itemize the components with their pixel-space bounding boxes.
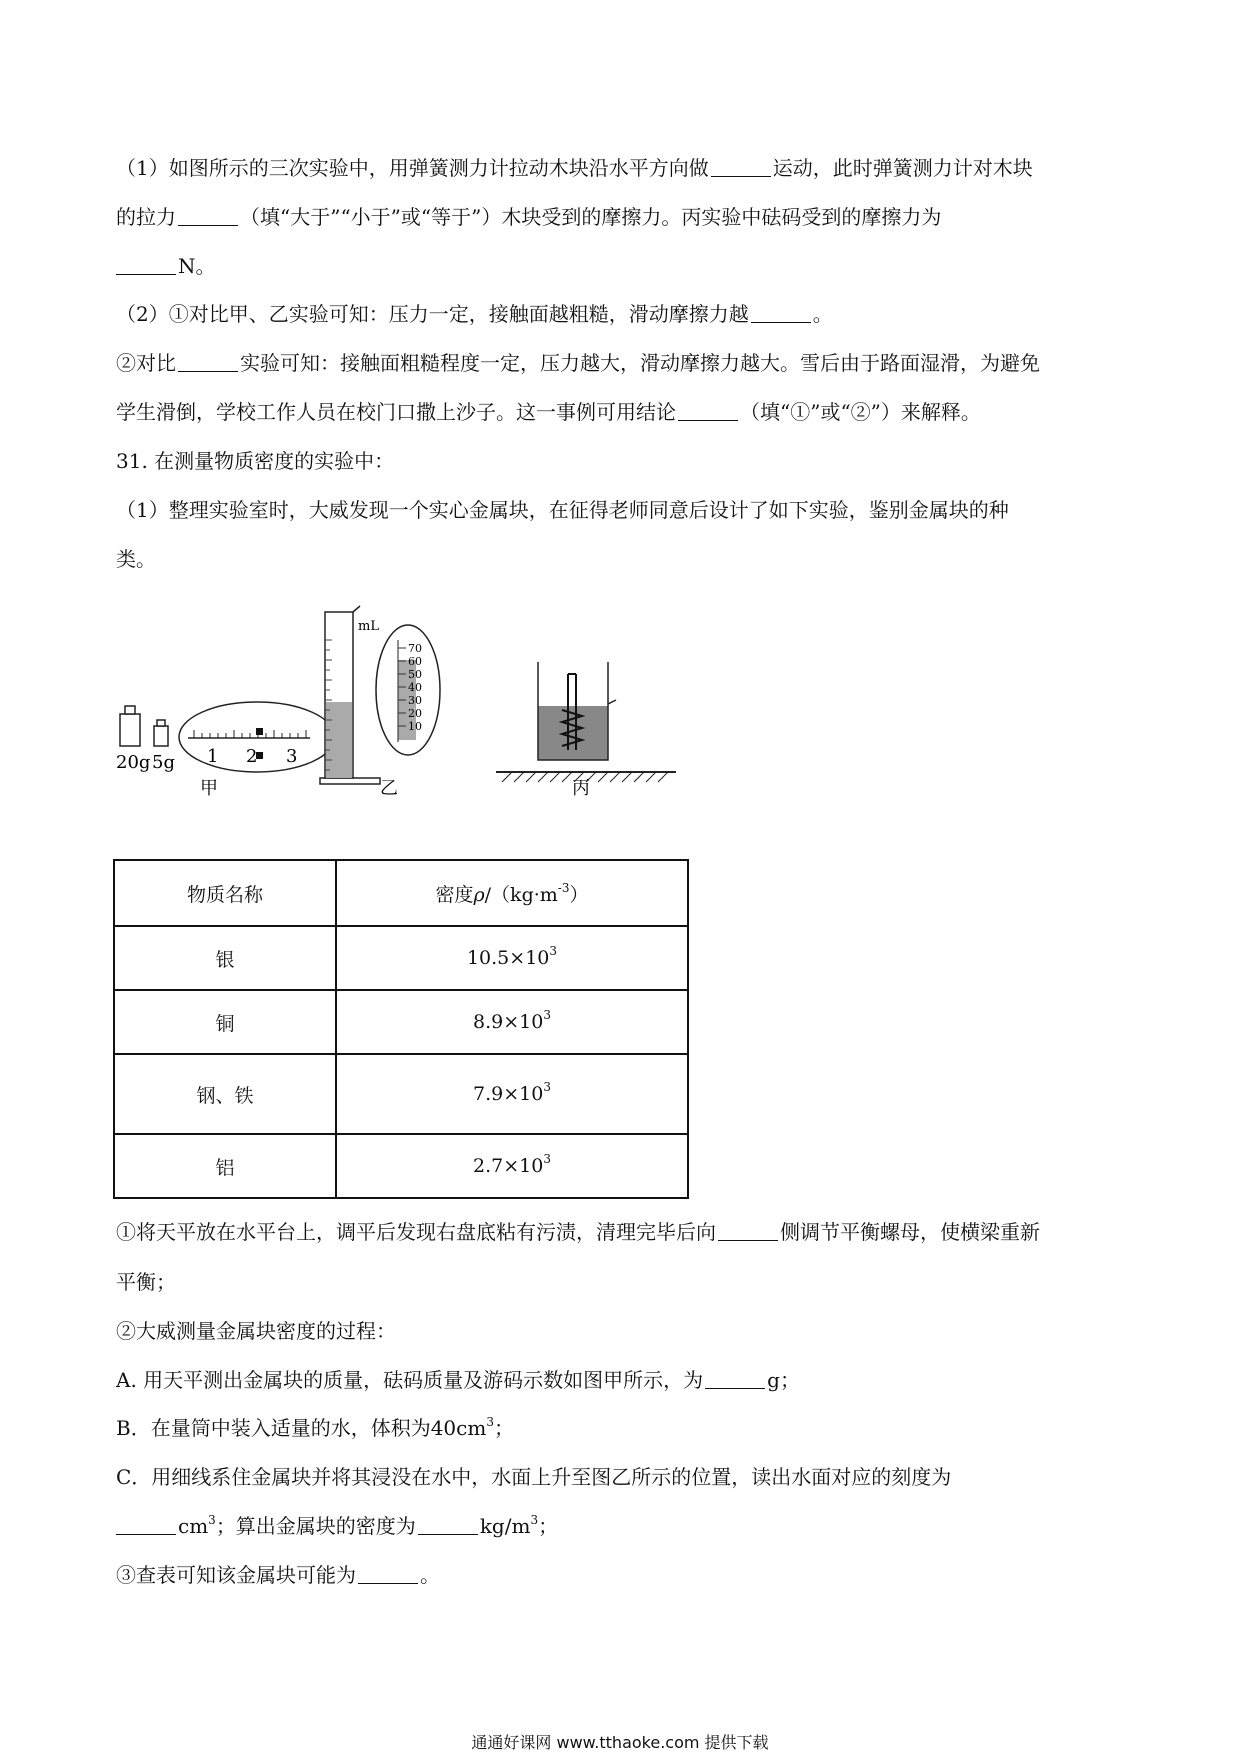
text: 。 bbox=[812, 302, 833, 326]
text: 实验可知：接触面粗糙程度一定，压力越大，滑动摩擦力越大。雪后由于路面湿滑，为避免 bbox=[240, 351, 1040, 375]
text: 的拉力 bbox=[116, 205, 176, 229]
q30-part2-line2 bbox=[116, 349, 1126, 377]
table-row bbox=[114, 1054, 688, 1134]
answer-blank[interactable] bbox=[705, 1366, 765, 1389]
zoom-tick-60: 60 bbox=[408, 655, 422, 668]
header-density bbox=[336, 860, 688, 926]
header-substance-name: 物质名称 bbox=[114, 860, 336, 926]
text: （2）①对比甲、乙实验可知：压力一定，接触面越粗糙，滑动摩擦力越 bbox=[116, 302, 749, 326]
zoom-tick-40: 40 bbox=[408, 681, 422, 694]
zoom-tick-10: 10 bbox=[408, 720, 422, 733]
figure-label-bing: 丙 bbox=[572, 778, 590, 799]
zoom-tick-70: 70 bbox=[408, 642, 422, 655]
text: 学生滑倒，学校工作人员在校门口撒上沙子。这一事例可用结论 bbox=[116, 400, 676, 424]
density-value bbox=[336, 1134, 688, 1198]
answer-blank[interactable] bbox=[178, 203, 238, 226]
q30-part1-line2 bbox=[116, 203, 1126, 231]
beaker-icon bbox=[538, 662, 616, 760]
q31-part1-line1: （1）整理实验室时，大威发现一个实心金属块，在征得老师同意后设计了如下实验，鉴别金属块的种 bbox=[116, 498, 1009, 522]
step-c-line2 bbox=[116, 1512, 1126, 1540]
text: B．在量筒中装入适量的水，体积为40cm bbox=[116, 1416, 487, 1440]
answer-blank[interactable] bbox=[116, 1512, 176, 1535]
text: kg/m bbox=[479, 1514, 531, 1538]
table-row bbox=[114, 926, 688, 990]
text: ①将天平放在水平台上，调平后发现右盘底粘有污渍，清理完毕后向 bbox=[116, 1220, 716, 1244]
substance-name: 钢、铁 bbox=[114, 1054, 336, 1134]
zoom-tick-30: 30 bbox=[408, 694, 422, 707]
experiment-figure bbox=[110, 600, 700, 820]
substance-name: 铝 bbox=[114, 1134, 336, 1198]
q30-part2-line1 bbox=[116, 300, 1126, 328]
substance-name: 铜 bbox=[114, 990, 336, 1054]
weight-20g-label: 20g bbox=[116, 752, 151, 773]
substance-name: 银 bbox=[114, 926, 336, 990]
rho-symbol: ρ bbox=[473, 883, 485, 906]
exponent: 3 bbox=[486, 1415, 494, 1429]
scale-tick-3: 3 bbox=[286, 746, 298, 767]
header-density-text: 密度 bbox=[435, 883, 474, 906]
zoom-tick-20: 20 bbox=[408, 707, 422, 720]
density-exponent: 3 bbox=[543, 1080, 551, 1094]
exponent: 3 bbox=[530, 1513, 539, 1527]
figure-label-jia: 甲 bbox=[200, 778, 218, 799]
zoom-tick-50: 50 bbox=[408, 668, 422, 681]
q31-part1-line2: 类。 bbox=[116, 547, 156, 571]
density-exponent: 3 bbox=[543, 1152, 551, 1166]
answer-blank[interactable] bbox=[116, 252, 176, 275]
answer-blank[interactable] bbox=[358, 1561, 418, 1584]
density-value bbox=[336, 926, 688, 990]
exponent: 3 bbox=[208, 1513, 216, 1527]
step2-title: ②大威测量金属块密度的过程： bbox=[116, 1319, 396, 1343]
step-c-line1: C．用细线系住金属块并将其浸没在水中，水面上升至图乙所示的位置，读出水面对应的刻度为 bbox=[116, 1465, 952, 1489]
header-density-unit: /（kg·m bbox=[484, 883, 558, 906]
header-density-close: ） bbox=[569, 883, 589, 906]
density-mantissa: 8.9×10 bbox=[473, 1011, 544, 1033]
answer-blank[interactable] bbox=[718, 1218, 778, 1241]
text: N。 bbox=[178, 254, 216, 278]
q30-part1-line1 bbox=[116, 154, 1126, 182]
table-row bbox=[114, 1134, 688, 1198]
q31-title: 31. 在测量物质密度的实验中： bbox=[116, 449, 395, 473]
figure-label-yi: 乙 bbox=[380, 778, 398, 799]
q30-part2-line3 bbox=[116, 398, 1126, 426]
text: ③查表可知该金属块可能为 bbox=[116, 1563, 356, 1587]
answer-blank[interactable] bbox=[418, 1512, 478, 1535]
density-mantissa: 10.5×10 bbox=[466, 947, 550, 969]
step1-line1 bbox=[116, 1218, 1126, 1246]
table-row bbox=[114, 990, 688, 1054]
text: （填“大于”“小于”或“等于”）木块受到的摩擦力。丙实验中砝码受到的摩擦力为 bbox=[240, 205, 942, 229]
weight-5g-icon bbox=[154, 720, 168, 746]
text: ； bbox=[538, 1514, 559, 1538]
density-exponent: 3 bbox=[549, 944, 558, 958]
step-b bbox=[116, 1414, 1126, 1442]
text: 运动，此时弹簧测力计对木块 bbox=[772, 156, 1033, 180]
text: cm bbox=[178, 1514, 209, 1538]
text: 。 bbox=[420, 1563, 440, 1587]
weight-5g-label: 5g bbox=[152, 752, 175, 773]
density-mantissa: 2.7×10 bbox=[473, 1155, 544, 1177]
text: g； bbox=[767, 1368, 800, 1392]
density-table bbox=[113, 859, 689, 1199]
answer-blank[interactable] bbox=[678, 398, 738, 421]
cylinder-unit: mL bbox=[358, 619, 379, 634]
text: ；算出金属块的密度为 bbox=[215, 1514, 416, 1538]
text: 侧调节平衡螺母，使横梁重新 bbox=[780, 1220, 1040, 1244]
density-value bbox=[336, 990, 688, 1054]
unit-exponent: -3 bbox=[557, 880, 570, 895]
step3 bbox=[116, 1561, 1126, 1589]
text: ； bbox=[493, 1416, 514, 1440]
text: （1）如图所示的三次实验中，用弹簧测力计拉动木块沿水平方向做 bbox=[116, 156, 709, 180]
q30-part1-line3 bbox=[116, 252, 1126, 280]
text: （填“①”或“②”）来解释。 bbox=[740, 400, 981, 424]
page-footer: 通通好课网 www.tthaoke.com 提供下载 bbox=[471, 1733, 769, 1752]
density-mantissa: 7.9×10 bbox=[473, 1083, 544, 1105]
density-value bbox=[336, 1054, 688, 1134]
weight-20g-icon bbox=[120, 706, 140, 746]
table-header-row bbox=[114, 860, 688, 926]
density-exponent: 3 bbox=[543, 1008, 551, 1022]
text: ②对比 bbox=[116, 351, 176, 375]
step-a bbox=[116, 1366, 1126, 1394]
text: A. 用天平测出金属块的质量，砝码质量及游码示数如图甲所示，为 bbox=[116, 1368, 704, 1392]
answer-blank[interactable] bbox=[751, 300, 811, 323]
step1-line2: 平衡； bbox=[116, 1270, 176, 1294]
answer-blank[interactable] bbox=[178, 349, 238, 372]
answer-blank[interactable] bbox=[711, 154, 771, 177]
scale-tick-2: 2 bbox=[246, 746, 258, 767]
scale-tick-1: 1 bbox=[207, 746, 219, 767]
